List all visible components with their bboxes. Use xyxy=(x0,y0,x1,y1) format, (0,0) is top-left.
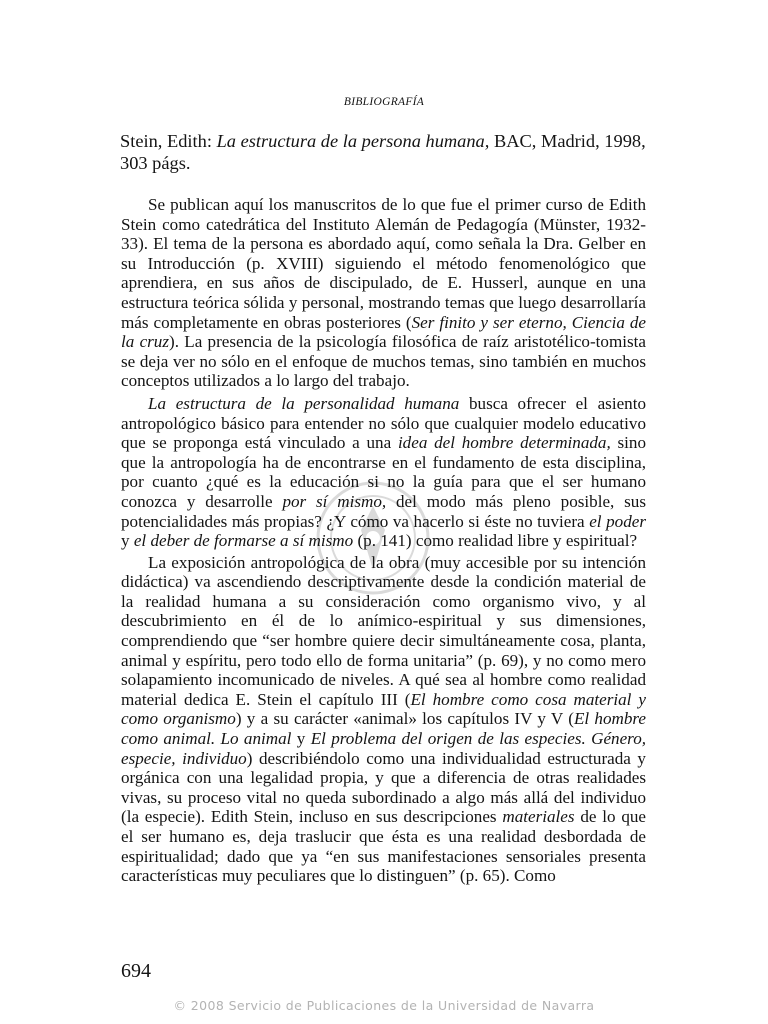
text-run: ). La presencia de la psicología filosófica de raíz aristotélico-tomista se deja ver no sólo en el enfoque de muchos temas, sino también en muchos conceptos utilizados a lo largo del trabajo. xyxy=(121,332,646,391)
italic-run: materiales xyxy=(502,807,575,827)
text-run: (p. 141) como realidad libre y espiritual? xyxy=(353,531,638,551)
review-body xyxy=(121,195,646,886)
citation-publisher: BAC, Madrid, 1998, 303 págs. xyxy=(120,131,646,173)
text-run: y xyxy=(291,729,311,749)
citation-title: La estructura de la persona humana, xyxy=(216,131,490,151)
italic-run: La estructura de la personalidad humana xyxy=(148,393,460,413)
italic-run: El hombre como cosa material y como organismo xyxy=(121,689,646,729)
italic-run: Ser finito y ser eterno, Ciencia de la cruz xyxy=(121,312,646,352)
page-number: 694 xyxy=(121,960,151,982)
paragraph-3 xyxy=(121,553,646,886)
text-run: Se publican aquí los manuscritos de lo que fue el primer curso de Edith Stein como catedrática del Instituto Alemán de Pedagogía (Münster, 1932-33). El tema de la persona es abordado aquí, como señala la Dra. Gelber en su Introducción (p. XVIII) siguiendo el método fenomenológico que aprendiera, en sus años de discipulado, de E. Husserl, aunque en una estructura teórica sólida y personal, mostrando temas que luego desarrollaría más completamente en obras posteriores ( xyxy=(121,195,646,332)
text-run: sino que la antropología ha de encontrarse en el fundamento de esta disciplina, por cuanto ¿qué es la educación si no la guía para que el ser humano conozca y desarrolle xyxy=(121,433,646,511)
paragraph-2 xyxy=(121,394,646,551)
italic-run: El hombre como animal. Lo animal xyxy=(121,709,646,749)
italic-run: por sí mismo, xyxy=(282,491,387,511)
book-citation xyxy=(120,131,660,174)
text-run: busca ofrecer el asiento antropológico básico para entender no sólo que cualquier modelo educativo que se proponga está vinculado a una xyxy=(121,393,647,453)
text-run: y xyxy=(121,531,134,551)
citation-author: Stein, Edith: xyxy=(120,131,217,151)
italic-run: El problema del origen de las especies. Género, especie, individuo xyxy=(121,729,647,768)
text-run: del modo más pleno posible, sus potencialidades más propias? ¿Y cómo va hacerlo si éste no tuviera xyxy=(121,491,647,531)
italic-run: el poder xyxy=(589,511,646,531)
text-run: ) y a su carácter «animal» los capítulos IV y V ( xyxy=(235,709,574,729)
italic-run: idea del hombre determinada, xyxy=(397,433,611,453)
italic-run: el deber de formarse a sí mismo xyxy=(133,531,354,551)
text-run: La exposición antropológica de la obra (muy accesible por su intención didáctica) va ascendiendo descriptivamente desde la condición material de la realidad humana a su consideración como organismo vivo, y al descubrimiento en él de lo anímico-espiritual y sus dimensiones, comprendiendo que “ser hombre quiere decir simultáneamente cosa, planta, animal y espíritu, pero todo ello de forma unitaria” (p. 69), y no como mero solapamiento incomunicado de niveles. A qué sea al hombre como realidad material dedica E. Stein el capítulo III ( xyxy=(121,552,646,709)
copyright-footer: © 2008 Servicio de Publicaciones de la Universidad de Navarra xyxy=(173,998,595,1013)
text-run: ) describiéndolo como una individualidad estructurada y orgánica con una legalidad propia, y que a diferencia de otras realidades vivas, su proceso vital no queda subordinado a algo más allá del individuo (la especie). Edith Stein, incluso en sus descripciones xyxy=(121,748,646,827)
running-header: BIBLIOGRAFÍA xyxy=(343,96,425,108)
paragraph-1 xyxy=(121,195,646,391)
text-run: de lo que el ser humano es, deja traslucir que ésta es una realidad desbordada de espiritualidad; dado que ya “en sus manifestaciones sensoriales presenta características muy peculiares que lo distinguen” (p. 65). Como xyxy=(121,807,646,886)
